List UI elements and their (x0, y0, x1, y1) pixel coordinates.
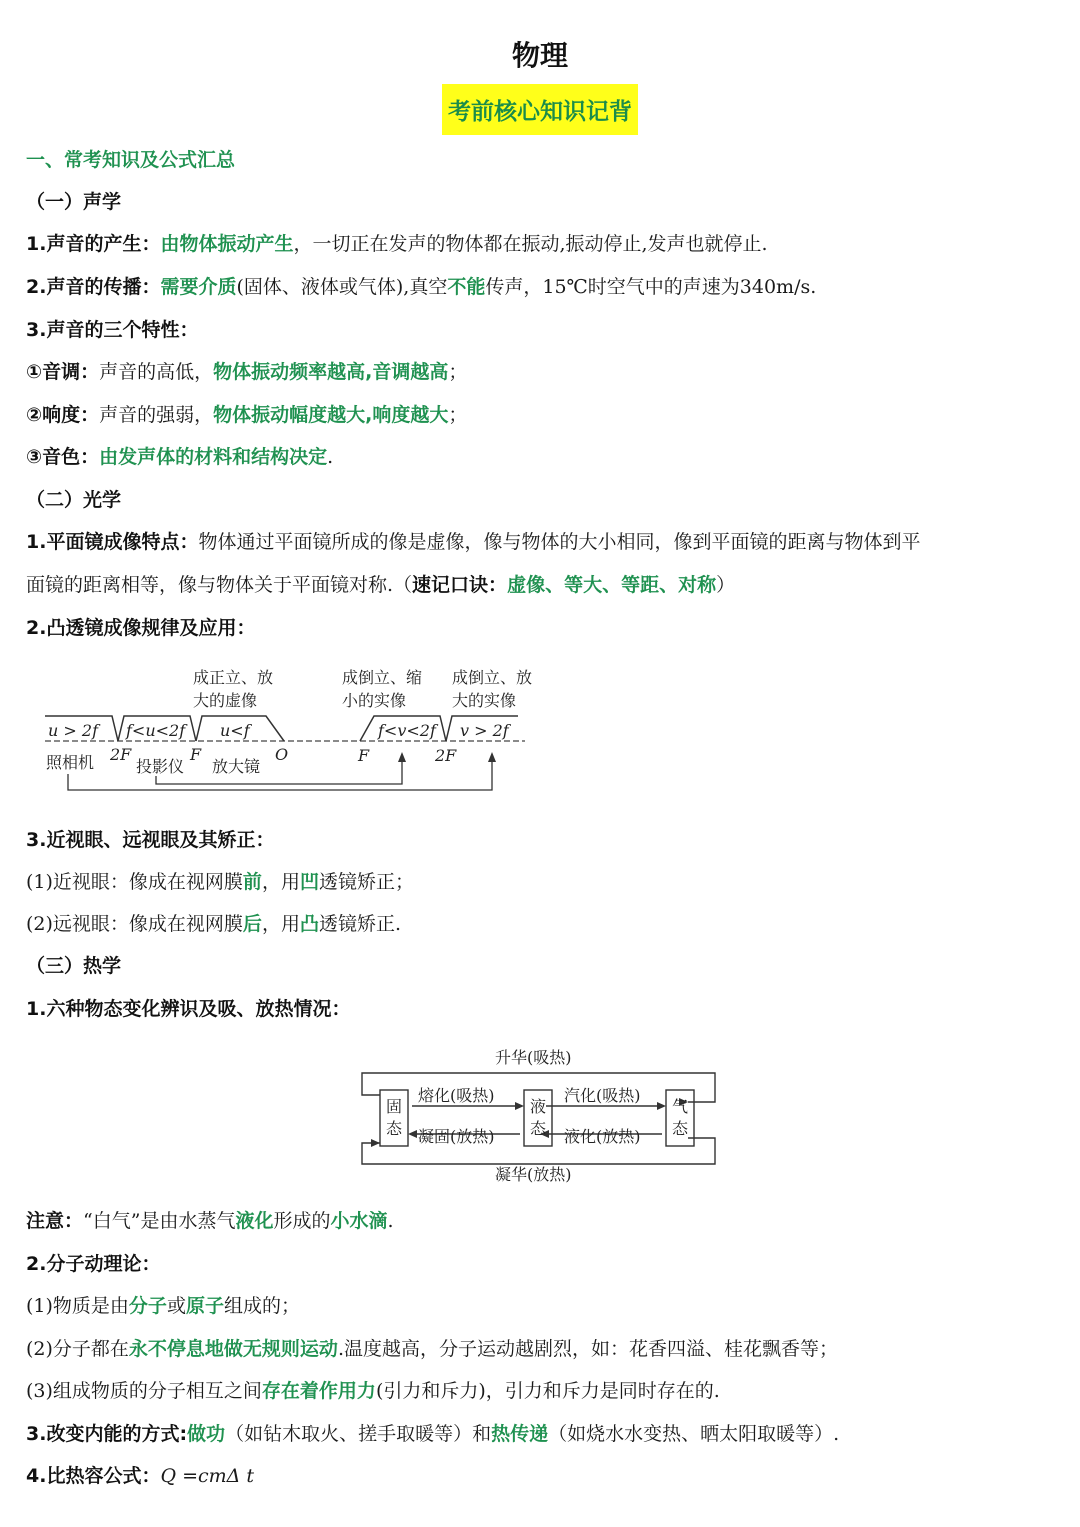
range-u-gt-2f: u > 2f (48, 721, 98, 740)
highlight: 热传递 (491, 1423, 549, 1445)
text: 透镜矫正. (318, 913, 402, 935)
liquid-char-1: 液 (530, 1097, 547, 1116)
highlight: 存在着作用力 (261, 1380, 376, 1402)
sound-loudness (26, 401, 1060, 429)
text: . (327, 446, 334, 468)
heat-line-4 (26, 1462, 1060, 1490)
label-top-3a: 成倒立、放 (452, 668, 533, 687)
text: 声音的高低， (99, 361, 214, 383)
molecule-2 (26, 1335, 1060, 1363)
gas-char-2: 态 (672, 1119, 689, 1138)
solid-char-2: 态 (386, 1119, 403, 1138)
text: 组成的； (223, 1295, 300, 1317)
text: ； (448, 361, 468, 383)
highlight: 原子 (185, 1295, 224, 1317)
label: 4.比热容公式： (26, 1465, 161, 1487)
point-2F-right: 2F (435, 746, 457, 765)
point-F-left: F (190, 745, 202, 764)
text: 物体通过平面镜所成的像是虚像，像与物体的大小相同，像到平面镜的距离与物体到平 (198, 531, 921, 553)
app-magnifier: 放大镜 (212, 757, 261, 776)
label-melting: 熔化(吸热) (418, 1086, 495, 1105)
optics-eye-title (26, 826, 1060, 854)
label: 注意： (26, 1210, 84, 1232)
label-deposition: 凝华(放热) (495, 1165, 572, 1184)
label: 1.六种物态变化辨识及吸、放热情况： (26, 998, 351, 1020)
optics-mirror-line-2 (26, 571, 1060, 599)
text: 或 (166, 1295, 186, 1317)
text: ，用 (261, 871, 300, 893)
highlight: 虚像、等大、等距、对称 (507, 574, 717, 596)
label: 2.声音的传播： (26, 276, 161, 298)
label: 1.声音的产生： (26, 233, 161, 255)
text: (1)近视眼：像成在视网膜 (26, 871, 243, 893)
highlight: 后 (242, 913, 262, 935)
label: 速记口诀： (412, 574, 508, 596)
text: （如钻木取火、搓手取暖等）和 (225, 1423, 492, 1445)
text: 声音的强弱， (99, 404, 214, 426)
formula: Q =cmΔ t (160, 1465, 255, 1487)
label: ②响度： (26, 404, 100, 426)
label-freezing: 凝固(放热) (418, 1127, 495, 1146)
optics-lens-title (26, 614, 1060, 642)
convex-lens-diagram (40, 664, 540, 804)
highlight: 由物体振动产生 (160, 233, 294, 255)
app-camera: 照相机 (46, 753, 95, 772)
text: .温度越高，分子运动越剧烈，如：花香四溢、桂花飘香等； (337, 1338, 838, 1360)
text: . (387, 1210, 394, 1232)
heat-line-1 (26, 995, 1060, 1023)
label: 2.分子动理论： (26, 1253, 161, 1275)
highlight: 由发声体的材料和结构决定 (99, 446, 328, 468)
sound-pitch (26, 358, 1060, 386)
label-vaporization: 汽化(吸热) (564, 1086, 641, 1105)
heat-line-2 (26, 1250, 1060, 1278)
text: ； (448, 404, 468, 426)
text: 透镜矫正； (318, 871, 414, 893)
highlight: 做功 (187, 1423, 226, 1445)
molecule-3 (26, 1377, 1060, 1405)
text: (2)远视眼：像成在视网膜 (26, 913, 243, 935)
heading-acoustics: （一）声学 (26, 191, 122, 213)
gas-char-1: 气 (672, 1097, 689, 1116)
point-2F-left: 2F (110, 745, 132, 764)
molecule-1 (26, 1292, 1060, 1320)
range-brackets (45, 716, 518, 741)
text: (固体、液体或气体),真空 (236, 276, 448, 298)
range-v-gt-2f: v > 2f (460, 721, 509, 740)
label: 3.声音的三个特性： (26, 319, 199, 341)
page-title: 物理 (511, 39, 568, 72)
text: （如烧水水变热、晒太阳取暖等）. (548, 1423, 840, 1445)
subtitle-wrap (0, 84, 1080, 135)
label-top-3b: 大的实像 (452, 691, 517, 710)
point-O: O (275, 745, 289, 764)
optics-mirror-line-1 (26, 528, 1060, 556)
label: 2.凸透镜成像规律及应用： (26, 617, 256, 639)
highlight: 液化 (235, 1210, 274, 1232)
application-arrows (68, 760, 492, 790)
point-F-right: F (358, 746, 370, 765)
text: (1)物质是由 (26, 1295, 129, 1317)
sound-line-1 (26, 230, 1060, 258)
highlight: 需要介质 (160, 276, 237, 298)
heading-heat: （三）热学 (26, 955, 122, 977)
label: ③音色： (26, 446, 100, 468)
text: “白气”是由水蒸气 (83, 1210, 236, 1232)
highlight: 物体振动幅度越大,响度越大 (213, 404, 449, 426)
page-subtitle: 考前核心知识记背 (442, 84, 638, 135)
sound-line-2 (26, 273, 1060, 301)
text: (2)分子都在 (26, 1338, 129, 1360)
highlight: 凹 (299, 871, 319, 893)
text: (3)组成物质的分子相互之间 (26, 1380, 262, 1402)
label-liquefaction: 液化(放热) (564, 1127, 641, 1146)
text: 传声，15℃时空气中的声速为340m/s. (485, 276, 817, 298)
text: 形成的 (273, 1210, 331, 1232)
label-top-2a: 成倒立、缩 (342, 668, 423, 687)
text: 面镜的距离相等，像与物体关于平面镜对称.（ (26, 574, 413, 596)
solid-char-1: 固 (386, 1097, 403, 1116)
highlight: 不能 (447, 276, 486, 298)
liquid-char-2: 态 (530, 1119, 547, 1138)
highlight: 小水滴 (330, 1210, 388, 1232)
highlight: 永不停息地做无规则运动 (128, 1338, 338, 1360)
highlight: 物体振动频率越高,音调越高 (213, 361, 449, 383)
section-heading-1: 一、常考知识及公式汇总 (26, 149, 236, 171)
range-f-v-2f: f<v<2f (378, 721, 436, 740)
label: 3.近视眼、远视眼及其矫正： (26, 829, 275, 851)
optics-myopia (26, 868, 1060, 896)
sound-timbre (26, 443, 1060, 471)
range-f-u-2f: f<u<2f (126, 721, 186, 740)
label: 1.平面镜成像特点： (26, 531, 199, 553)
heading-optics: （二）光学 (26, 489, 122, 511)
range-u-lt-f: u<f (220, 721, 250, 740)
label-top-1b: 大的虚像 (193, 691, 258, 710)
state-change-diagram (350, 1040, 730, 1190)
highlight: 分子 (128, 1295, 167, 1317)
optics-hyperopia (26, 910, 1060, 938)
heat-line-3 (26, 1420, 1060, 1448)
app-projector: 投影仪 (136, 757, 185, 776)
label-sublimation: 升华(吸热) (495, 1048, 572, 1067)
heat-note (26, 1207, 1060, 1235)
sound-line-3 (26, 316, 1060, 344)
highlight: 前 (242, 871, 262, 893)
text: ，一切正在发声的物体都在振动,振动停止,发声也就停止. (293, 233, 768, 255)
label-top-2b: 小的实像 (342, 691, 407, 710)
highlight: 凸 (299, 913, 319, 935)
label-top-1a: 成正立、放 (193, 668, 274, 687)
label: ①音调： (26, 361, 100, 383)
text: ，用 (261, 913, 300, 935)
label: 3.改变内能的方式: (26, 1423, 188, 1445)
text: ） (716, 574, 736, 596)
text: (引力和斥力)，引力和斥力是同时存在的. (375, 1380, 720, 1402)
